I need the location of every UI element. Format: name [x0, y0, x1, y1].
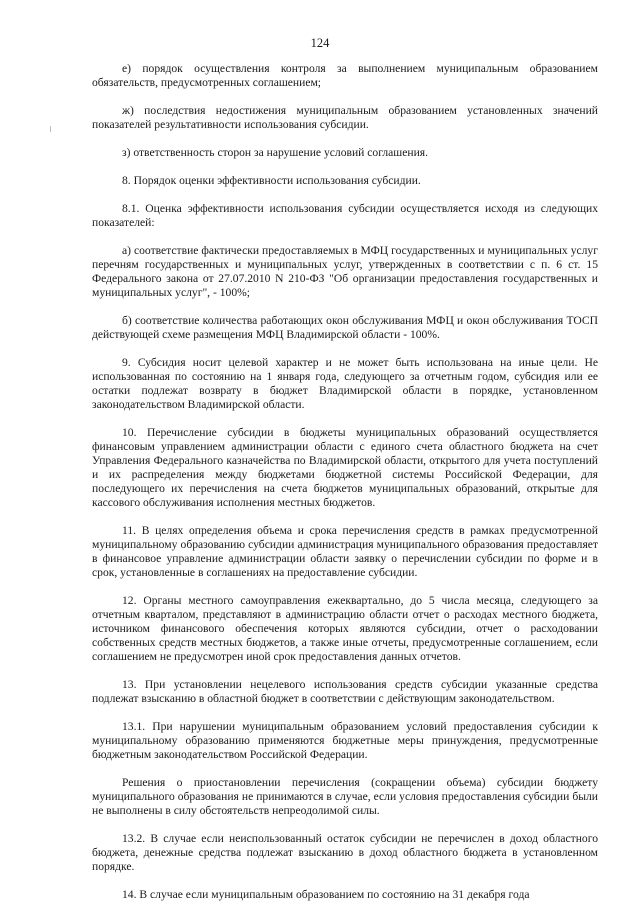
paragraph-z: з) ответственность сторон за нарушение условий соглашения. [122, 146, 429, 159]
paragraph-decisions: Решения о приостановлении перечисления (сокращении объема) субсидии бюджету муниципального образования не принимаются в случае, если условия предоставления субсидии были не выполнены в силу обстоятельств непреодолимой силы. [92, 776, 598, 817]
paragraph-14: 14. В случае если муниципальным образованием по состоянию на 31 декабря года [122, 888, 530, 901]
paragraph-12: 12. Органы местного самоуправления ежеквартально, до 5 числа месяца, следующего за отчетным кварталом, представляют в администрацию области отчет о расходах местного бюджета, источником финансового обеспечения которых являются субсидии, отчет о расходовании собственных средств местных бюджетов, а также иные отчеты, предусмотренные соглашением, если соглашением не предусмотрен иной срок предоставления данных отчетов. [92, 594, 598, 663]
paragraph-13: 13. При установлении нецелевого использования средств субсидии указанные средства подлежат взысканию в областной бюджет в соответствии с действующим законодательством. [92, 678, 598, 705]
paragraph-e: е) порядок осуществления контроля за выполнением муниципальным образованием обязательств, предусмотренных соглашением; [92, 62, 598, 89]
paragraph-13-2: 13.2. В случае если неиспользованный остаток субсидии не перечислен в доход областного бюджета, денежные средства подлежат взысканию в доход областного бюджета в установленном порядке. [92, 832, 598, 873]
paragraph-9: 9. Субсидия носит целевой характер и не может быть использована на иные цели. Не использованная по состоянию на 1 января года, следующего за отчетным годом, субсидия или ее остатки подлежат возврату в бюджет Владимирской области в порядке, установленном законодательством Владимирской области. [92, 356, 598, 411]
margin-mark [50, 126, 51, 132]
paragraph-11: 11. В целях определения объема и срока перечисления средств в рамках предусмотренной муниципальному образованию субсидии администрация муниципального образования предоставляет в финансовое управление администрации области заявку о перечислении субсидии по форме и в срок, установленные в соглашениях на предоставление субсидии. [92, 524, 598, 579]
paragraph-b: б) соответствие количества работающих окон обслуживания МФЦ и окон обслуживания ТОСП действующей схеме размещения МФЦ Владимирской области - 100%. [92, 314, 598, 341]
page-number: 124 [310, 36, 330, 50]
paragraph-a: а) соответствие фактически предоставляемых в МФЦ государственных и муниципальных услуг перечням государственных и муниципальных услуг, утвержденных в соответствии с п. 6 ст. 15 Федерального закона от 27.07.2010 N 210-ФЗ "Об организации предоставления государственных и муниципальных услуг", - 100%; [92, 244, 598, 299]
paragraph-13-1: 13.1. При нарушении муниципальным образованием условий предоставления субсидии к муниципальному образованию применяются бюджетные меры принуждения, предусмотренные бюджетным законодательством Российской Федерации. [92, 720, 598, 761]
document-body [92, 62, 598, 916]
paragraph-zh: ж) последствия недостижения муниципальным образованием установленных значений показателей результативности использования субсидии. [92, 104, 598, 131]
paragraph-10: 10. Перечисление субсидии в бюджеты муниципальных образований осуществляется финансовым управлением администрации области с единого счета областного бюджета на счет Управления Федерального казначейства по Владимирской области, открытого для учета поступлений и их распределения между бюджетами бюджетной системы Российской Федерации, для последующего их перечисления на счета бюджетов муниципальных образований, открытые для кассового обслуживания исполнения местных бюджетов. [92, 426, 598, 509]
section-8-heading: 8. Порядок оценки эффективности использования субсидии. [122, 174, 421, 187]
paragraph-8-1: 8.1. Оценка эффективности использования субсидии осуществляется исходя из следующих показателей: [92, 202, 598, 229]
